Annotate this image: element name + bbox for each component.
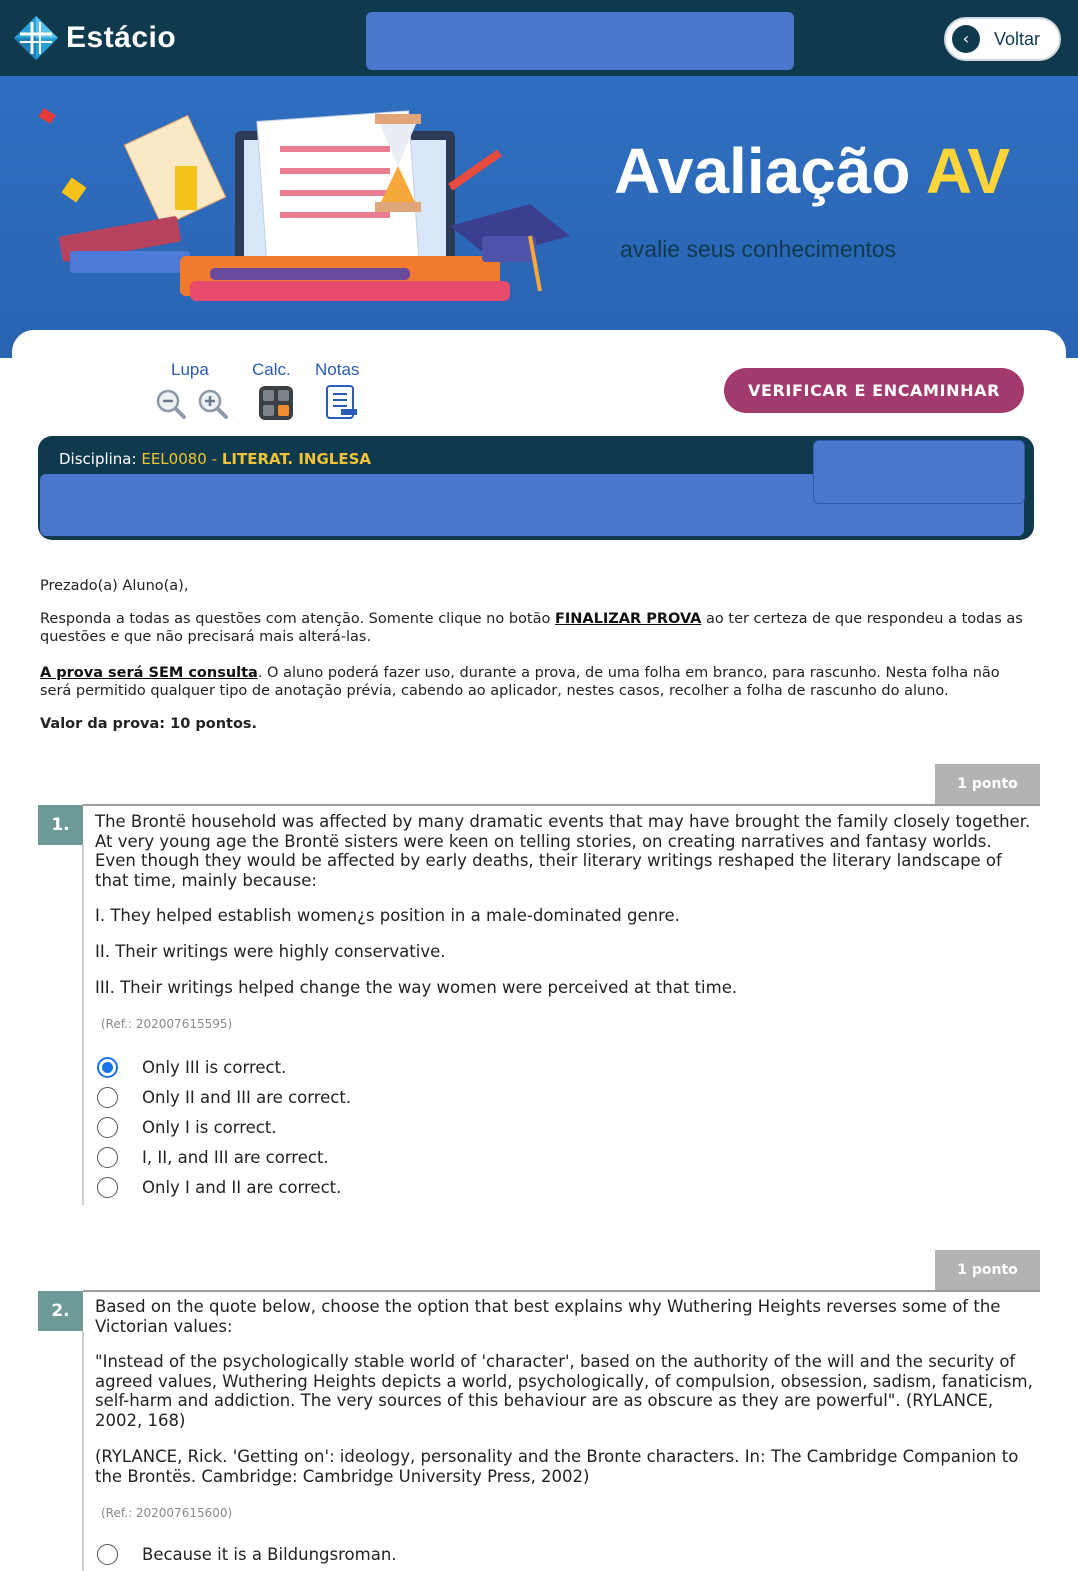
option-label: Only II and III are correct.: [142, 1087, 352, 1107]
question-1-option-5[interactable]: [97, 1175, 341, 1199]
exam-value: Valor da prova: 10 pontos.: [40, 716, 258, 732]
redacted-student-info: [366, 12, 794, 70]
question-2-quote: "Instead of the psychologically stable world of 'character', based on the authority of the will and the security of agreed values, Wuthering Heights depicts a world, psychologically, of compulsion, obsession, sadism, fanaticism, self-harm and addiction. The very sources of this behaviour are as obscure as they are powerful". (RYLANCE, 2002, 168): [95, 1352, 1033, 1430]
zoom-out-icon[interactable]: [155, 388, 187, 420]
notas-label: Notas: [315, 360, 360, 379]
question-2-side-line: [82, 1331, 84, 1571]
question-1-option-1[interactable]: [97, 1055, 286, 1079]
radio-button[interactable]: [97, 1177, 118, 1198]
intro-p1-after: ao ter certeza de que respondeu a todas as questões e que não precisará mais alterá-las.: [40, 611, 1023, 645]
option-label: I, II, and III are correct.: [142, 1147, 329, 1167]
intro-p2-after: . O aluno poderá fazer uso, durante a prova, de uma folha em branco, para rascunho. Nesta folha não será permitido qualquer tipo de anotação prévia, cabendo ao aplicador, nestes casos, recolher a folha de rascunho do aluno.: [40, 665, 1000, 699]
notes-icon[interactable]: [325, 385, 359, 421]
exam-banner: [0, 76, 1078, 358]
question-1-option-4[interactable]: [97, 1145, 329, 1169]
radio-button[interactable]: [97, 1147, 118, 1168]
estacio-logo[interactable]: [12, 14, 176, 62]
intro-paragraph-1: [40, 610, 1030, 646]
radio-button[interactable]: [97, 1544, 118, 1565]
question-1-number: 1.: [38, 805, 83, 845]
calculator-icon[interactable]: [258, 385, 294, 421]
banner-title: [614, 134, 1010, 208]
discipline-name: LITERAT. INGLESA: [221, 450, 371, 468]
verify-submit-button[interactable]: VERIFICAR E ENCAMINHAR: [724, 368, 1024, 413]
option-label: Because it is a Bildungsroman.: [142, 1544, 397, 1564]
exam-illustration: [30, 86, 610, 346]
question-1-statement-2: II. Their writings were highly conservative.: [95, 942, 446, 961]
question-1-option-3[interactable]: [97, 1115, 277, 1139]
back-button[interactable]: [944, 17, 1061, 61]
radio-button[interactable]: [97, 1087, 118, 1108]
radio-button[interactable]: [97, 1117, 118, 1138]
brand-name: Estácio: [66, 21, 177, 54]
question-2-points: 1 ponto: [935, 1250, 1040, 1290]
chevron-left-icon: ‹: [952, 25, 980, 53]
intro-paragraph-2: [40, 664, 1030, 700]
option-label: Only I is correct.: [142, 1117, 277, 1137]
banner-title-accent: AV: [925, 135, 1011, 207]
option-label: Only III is correct.: [142, 1057, 287, 1077]
redacted-exam-info: [813, 440, 1025, 504]
calc-label: Calc.: [252, 360, 291, 379]
back-button-label: Voltar: [994, 28, 1041, 49]
discipline-line: [59, 450, 371, 468]
question-1-statement-3: III. Their writings helped change the way women were perceived at that time.: [95, 978, 738, 997]
lupa-label: Lupa: [171, 360, 209, 379]
radio-selected[interactable]: [97, 1057, 118, 1078]
question-2-number: 2.: [38, 1291, 83, 1331]
question-2-stem: Based on the quote below, choose the option that best explains why Wuthering Heights reverses some of the Victorian values:: [95, 1297, 1001, 1336]
top-bar: [0, 0, 1078, 76]
question-2-divider: [83, 1290, 1040, 1292]
option-label: Only I and II are correct.: [142, 1177, 342, 1197]
question-1-side-line: [82, 845, 84, 1205]
banner-subtitle: avalie seus conhecimentos: [620, 236, 897, 262]
question-1-stem: The Brontë household was affected by many dramatic events that may have brought the family closely together. At very young age the Brontë sisters were keen on telling stories, on creating narratives and fantasy worlds. Even though they would be affected by early deaths, their literary writings reshaped the literary landscape of that time, mainly because:: [95, 812, 1031, 890]
question-2-ref: (Ref.: 202007615600): [101, 1506, 233, 1520]
discipline-label: Disciplina:: [59, 450, 137, 468]
question-2-citation: (RYLANCE, Rick. 'Getting on': ideology, personality and the Bronte characters. In: The Cambridge Companion to the Brontës. Cambridge: Cambridge University Press, 2002): [95, 1447, 1019, 1486]
banner-title-main: Avaliação: [614, 135, 911, 207]
question-1-divider: [83, 804, 1040, 806]
intro-greeting: Prezado(a) Aluno(a),: [40, 578, 189, 594]
question-1-points: 1 ponto: [935, 764, 1040, 804]
finalizar-prova-text: FINALIZAR PROVA: [554, 611, 702, 627]
sem-consulta-text: A prova será SEM consulta: [40, 665, 258, 681]
question-1-statement-1: I. They helped establish women¿s position in a male-dominated genre.: [95, 906, 680, 925]
question-1-option-2[interactable]: [97, 1085, 351, 1109]
discipline-separator: -: [211, 450, 218, 468]
question-2-option-1[interactable]: [97, 1542, 397, 1566]
intro-p1-before: Responda a todas as questões com atenção. Somente clique no botão: [40, 611, 555, 627]
discipline-code: EEL0080: [141, 450, 207, 468]
zoom-in-icon[interactable]: [197, 388, 229, 420]
logo-diamond-icon: [12, 14, 60, 62]
question-1-ref: (Ref.: 202007615595): [101, 1017, 233, 1031]
